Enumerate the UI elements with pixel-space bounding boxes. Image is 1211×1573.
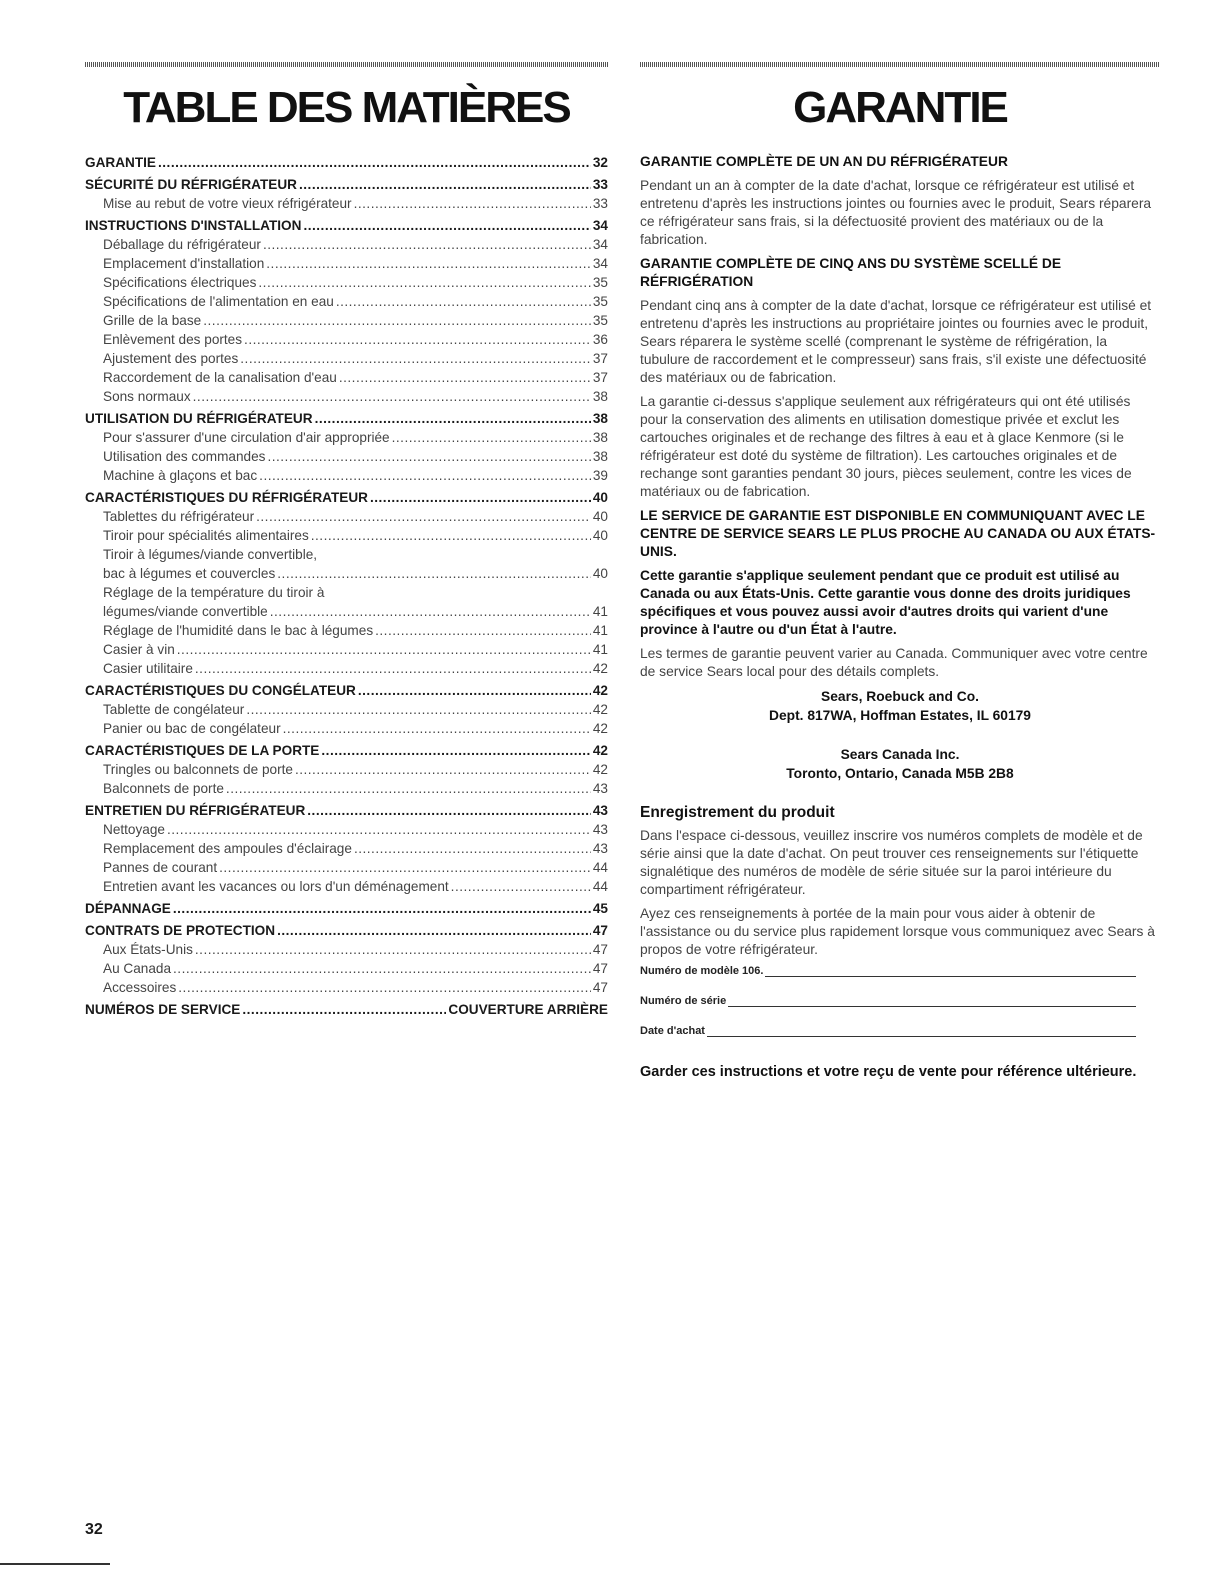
bottom-rule [0, 1563, 110, 1565]
toc-section [85, 409, 608, 428]
toc-leader [263, 235, 591, 254]
toc-page: COUVERTURE ARRIÈRE [448, 1002, 608, 1017]
toc-page: 47 [592, 980, 608, 995]
toc-leader [267, 447, 590, 466]
toc-subsection-label: Casier utilitaire [103, 661, 193, 676]
toc-subsection [85, 820, 608, 839]
toc-subsection-label: Enlèvement des portes [103, 332, 243, 347]
toc-section-label: CONTRATS DE PROTECTION [85, 923, 276, 938]
toc-subsection-label: Spécifications de l'alimentation en eau [103, 294, 334, 309]
toc-subsection [85, 839, 608, 858]
sears-us-address: Sears, Roebuck and Co. Dept. 817WA, Hoffman Estates, IL 60179 [769, 689, 1031, 723]
toc-section-label: CARACTÉRISTIQUES DE LA PORTE [85, 743, 320, 758]
toc-section-label: INSTRUCTIONS D'INSTALLATION [85, 218, 302, 233]
toc-leader [451, 877, 591, 896]
toc-subsection [85, 387, 608, 406]
sears-canada-address: Sears Canada Inc. Toronto, Ontario, Canada M5B 2B8 [786, 747, 1014, 781]
toc-subsection-label: Raccordement de la canalisation d'eau [103, 370, 337, 385]
toc-page: 34 [592, 218, 608, 233]
toc-leader [370, 488, 591, 507]
toc-page: 44 [592, 879, 608, 894]
toc-page: 39 [592, 468, 608, 483]
toc-subsection [85, 235, 608, 254]
toc-leader [240, 349, 591, 368]
toc-page: 41 [592, 623, 608, 638]
toc-section-label: GARANTIE [85, 155, 156, 170]
toc-leader [315, 409, 591, 428]
toc-subsection-label: Mise au rebut de votre vieux réfrigérateur [103, 196, 352, 211]
toc-subsection-label: Entretien avant les vacances ou lors d'un déménagement [103, 879, 449, 894]
toc-leader [311, 526, 591, 545]
toc-page: 40 [592, 528, 608, 543]
model-number-value: 106. [742, 965, 764, 977]
toc-leader [178, 978, 591, 997]
toc-subsection-label: Ajustement des portes [103, 351, 239, 366]
toc-leader [173, 959, 591, 978]
toc-subsection-label: Tablette de congélateur [103, 702, 245, 717]
toc-leader [270, 602, 591, 621]
toc-subsection-label: Tablettes du réfrigérateur [103, 509, 255, 524]
warranty-rights-text: Cette garantie s'applique seulement pendant que ce produit est utilisé au Canada ou aux États-Unis. Cette garantie vous donne des droits juridiques spécifiques et vous pouvez aussi avoir d'autres droits qui varient d'une province à l'autre ou d'un État à l'autre. [640, 568, 1131, 637]
toc-page: 37 [592, 351, 608, 366]
toc-title: TABLE DES MATIÈRES [123, 83, 570, 132]
toc-subsection-label: Tiroir à légumes/viande convertible, [103, 547, 318, 562]
toc-page: 42 [592, 762, 608, 777]
toc-leader [266, 254, 591, 273]
toc-subsection-label: Sons normaux [103, 389, 191, 404]
toc-subsection-label: Remplacement des ampoules d'éclairage [103, 841, 352, 856]
toc-subsection-label: Pour s'assurer d'une circulation d'air appropriée [103, 430, 390, 445]
toc-subsection-label: Tringles ou balconnets de porte [103, 762, 293, 777]
toc-subsection-label: Pannes de courant [103, 860, 218, 875]
one-year-warranty-text: Pendant un an à compter de la date d'achat, lorsque ce réfrigérateur est utilisé et entretenu d'après les instructions jointes ou fournies avec le produit, Sears réparera ce réfrigérateur sans frais, si la défectuosité provient des matériaux ou de la fabrication. [640, 178, 1152, 247]
toc-subsection [85, 447, 608, 466]
purchase-date-field[interactable] [640, 1025, 1160, 1037]
toc-page: 37 [592, 370, 608, 385]
purchase-date-line[interactable] [707, 1026, 1136, 1037]
toc-page: 43 [592, 822, 608, 837]
toc-subsection [85, 330, 608, 349]
warranty-section [640, 62, 1160, 1082]
toc-section [85, 153, 608, 172]
toc-page: 35 [592, 313, 608, 328]
toc-list [85, 153, 608, 1019]
toc-leader [277, 564, 591, 583]
toc-leader [258, 273, 590, 292]
toc-page: 47 [592, 923, 608, 938]
toc-subsection-label: Au Canada [103, 961, 172, 976]
registration-title: Enregistrement du produit [640, 804, 835, 821]
toc-leader [158, 153, 591, 172]
toc-subsection [85, 700, 608, 719]
page-number: 32 [85, 1521, 103, 1538]
purchase-date-label: Date d'achat [640, 1025, 705, 1037]
warranty-scope-text: La garantie ci-dessus s'applique seulement aux réfrigérateurs qui ont été utilisés pour la conservation des aliments en utilisation domestique privée et exclut les cartouches originales et de rechange des filtres à eau et à glace Kenmore (si le réfrigérateur est doté du système de filtration). Les cartouches originales et de rechange sont garanties pendant 30 jours, pièces seulement, contre les vices de matériaux ou de fabrication. [640, 394, 1132, 499]
toc-section-label: DÉPANNAGE [85, 901, 171, 916]
toc-section [85, 921, 608, 940]
toc-subsection [85, 877, 608, 896]
five-year-warranty-text: Pendant cinq ans à compter de la date d'achat, lorsque ce réfrigérateur est utilisé et entretenu d'après les instructions au propriétaire jointes ou fournies avec le produit, Sears réparera le système scellé (comprenant le système de réfrigération, la tubulure de raccordement et le compresseur) sans frais, s'il existe une défectuosité des matériaux ou de fabrication. [640, 298, 1152, 385]
toc-leader [167, 820, 591, 839]
toc-subsection [85, 779, 608, 798]
toc-section-label: ENTRETIEN DU RÉFRIGÉRATEUR [85, 803, 306, 818]
toc-subsection [85, 621, 608, 640]
serial-number-field[interactable] [640, 995, 1160, 1007]
toc-leader [177, 640, 591, 659]
toc-subsection-label: Casier à vin [103, 642, 175, 657]
toc-page: 47 [592, 942, 608, 957]
toc-page: 40 [592, 490, 608, 505]
toc-leader [299, 175, 591, 194]
toc-page: 35 [592, 275, 608, 290]
toc-section-label: SÉCURITÉ DU RÉFRIGÉRATEUR [85, 177, 297, 192]
toc-section [85, 175, 608, 194]
toc-subsection [85, 640, 608, 659]
toc-page: 38 [592, 411, 608, 426]
top-rule [640, 62, 1160, 67]
toc-leader [321, 741, 590, 760]
toc-page: 43 [592, 781, 608, 796]
toc-subsection [85, 526, 608, 545]
toc-subsection [85, 368, 608, 387]
toc-leader [226, 779, 591, 798]
toc-subsection [85, 978, 608, 997]
toc-subsection-label: Machine à glaçons et bac [103, 468, 258, 483]
toc-page: 34 [592, 237, 608, 252]
toc-subsection [85, 858, 608, 877]
toc-subsection-label: Panier ou bac de congélateur [103, 721, 281, 736]
toc-section [85, 801, 608, 820]
toc-section [85, 1000, 608, 1019]
toc-page: 41 [592, 642, 608, 657]
toc-leader [173, 899, 591, 918]
toc-subsection-label: Déballage du réfrigérateur [103, 237, 261, 252]
toc-leader [242, 1000, 446, 1019]
serial-number-label: Numéro de série [640, 995, 727, 1007]
toc-page: 47 [592, 961, 608, 976]
toc-page: 32 [592, 155, 608, 170]
model-number-line[interactable] [765, 966, 1136, 977]
one-year-warranty-heading: GARANTIE COMPLÈTE DE UN AN DU RÉFRIGÉRATEUR [640, 154, 1008, 169]
toc-section [85, 216, 608, 235]
five-year-warranty-heading: GARANTIE COMPLÈTE DE CINQ ANS DU SYSTÈME SCELLÉ DE RÉFRIGÉRATION [640, 256, 1062, 289]
toc-subsection [85, 507, 608, 526]
registration-help-text: Ayez ces renseignements à portée de la main pour vous aider à obtenir de l'assistance ou du service plus rapidement lorsque vous communiquez avec Sears à propos de votre réfrigérateur. [640, 906, 1155, 957]
toc-subsection [85, 659, 608, 678]
toc-subsection-label: Accessoires [103, 980, 177, 995]
keep-instructions-note: Garder ces instructions et votre reçu de vente pour référence ultérieure. [640, 1064, 1137, 1080]
toc-page: 40 [592, 509, 608, 524]
toc-subsection [85, 760, 608, 779]
toc-page: 44 [592, 860, 608, 875]
toc-leader [354, 839, 591, 858]
toc-page: 42 [592, 661, 608, 676]
toc-leader [307, 801, 591, 820]
toc-page: 33 [592, 196, 608, 211]
toc-leader [283, 719, 591, 738]
toc-subsection-label: Grille de la base [103, 313, 202, 328]
toc-page: 38 [592, 430, 608, 445]
toc-subsection [85, 940, 608, 959]
toc-subsection-label: bac à légumes et couvercles [103, 566, 276, 581]
table-of-contents [85, 62, 608, 1019]
toc-leader [244, 330, 591, 349]
toc-subsection [85, 349, 608, 368]
toc-subsection [85, 292, 608, 311]
toc-subsection-label: Spécifications électriques [103, 275, 257, 290]
toc-subsection [85, 428, 608, 447]
toc-section [85, 681, 608, 700]
toc-leader [277, 921, 591, 940]
toc-subsection-label: Réglage de l'humidité dans le bac à légumes [103, 623, 374, 638]
toc-subsection-label: Tiroir pour spécialités alimentaires [103, 528, 309, 543]
model-number-field[interactable] [640, 965, 1160, 977]
toc-page: 34 [592, 256, 608, 271]
toc-leader [358, 681, 591, 700]
toc-subsection-label: légumes/viande convertible [103, 604, 268, 619]
toc-page: 33 [592, 177, 608, 192]
toc-leader [354, 194, 591, 213]
toc-subsection [85, 564, 608, 583]
toc-page: 35 [592, 294, 608, 309]
toc-section [85, 488, 608, 507]
toc-subsection [85, 959, 608, 978]
toc-page: 45 [592, 901, 608, 916]
warranty-title: GARANTIE [793, 83, 1007, 132]
registration-text: Dans l'espace ci-dessous, veuillez inscrire vos numéros complets de modèle et de série ainsi que la date d'achat. On peut trouver ces renseignements sur l'étiquette signalétique des numéros de modèle de série située sur la paroi intérieure du compartiment réfrigérateur. [640, 828, 1143, 897]
toc-leader [303, 216, 590, 235]
warranty-terms-text: Les termes de garantie peuvent varier au Canada. Communiquer avec votre centre de service Sears local pour des détails complets. [640, 646, 1148, 679]
toc-subsection-label: Balconnets de porte [103, 781, 224, 796]
toc-section [85, 899, 608, 918]
toc-subsection [85, 466, 608, 485]
toc-subsection [85, 273, 608, 292]
toc-section-label: CARACTÉRISTIQUES DU RÉFRIGÉRATEUR [85, 490, 368, 505]
toc-subsection [85, 311, 608, 330]
toc-subsection [85, 602, 608, 621]
toc-page: 42 [592, 743, 608, 758]
toc-leader [259, 466, 591, 485]
toc-section-label: NUMÉROS DE SERVICE [85, 1002, 241, 1017]
toc-leader [256, 507, 591, 526]
toc-section-label: UTILISATION DU RÉFRIGÉRATEUR [85, 411, 313, 426]
toc-leader [203, 311, 591, 330]
serial-number-line[interactable] [728, 996, 1136, 1007]
toc-section [85, 741, 608, 760]
toc-section-label: CARACTÉRISTIQUES DU CONGÉLATEUR [85, 683, 356, 698]
toc-page: 43 [592, 841, 608, 856]
toc-page: 41 [592, 604, 608, 619]
toc-leader [375, 621, 591, 640]
toc-leader [339, 368, 591, 387]
toc-subsection-label: Emplacement d'installation [103, 256, 265, 271]
toc-leader [195, 940, 591, 959]
toc-subsection-label: Réglage de la température du tiroir à [103, 585, 325, 600]
model-number-label: Numéro de modèle [640, 965, 740, 977]
toc-page: 42 [592, 702, 608, 717]
toc-subsection-label: Nettoyage [103, 822, 165, 837]
toc-page: 40 [592, 566, 608, 581]
toc-page: 42 [592, 721, 608, 736]
toc-page: 38 [592, 449, 608, 464]
toc-leader [246, 700, 591, 719]
toc-leader [336, 292, 591, 311]
toc-leader [193, 387, 591, 406]
toc-page: 36 [592, 332, 608, 347]
toc-leader [195, 659, 591, 678]
toc-page: 38 [592, 389, 608, 404]
top-rule [85, 62, 608, 67]
warranty-service-heading: LE SERVICE DE GARANTIE EST DISPONIBLE EN COMMUNIQUANT AVEC LE CENTRE DE SERVICE SEARS LE PLUS PROCHE AU CANADA OU AUX ÉTATS-UNIS. [640, 508, 1156, 559]
toc-subsection [85, 254, 608, 273]
toc-subsection-label: Aux États-Unis [103, 942, 193, 957]
toc-leader [392, 428, 591, 447]
toc-subsection [85, 194, 608, 213]
toc-page: 43 [592, 803, 608, 818]
toc-leader [219, 858, 591, 877]
toc-page: 42 [592, 683, 608, 698]
toc-subsection [85, 719, 608, 738]
toc-subsection-label: Utilisation des commandes [103, 449, 266, 464]
toc-leader [295, 760, 591, 779]
